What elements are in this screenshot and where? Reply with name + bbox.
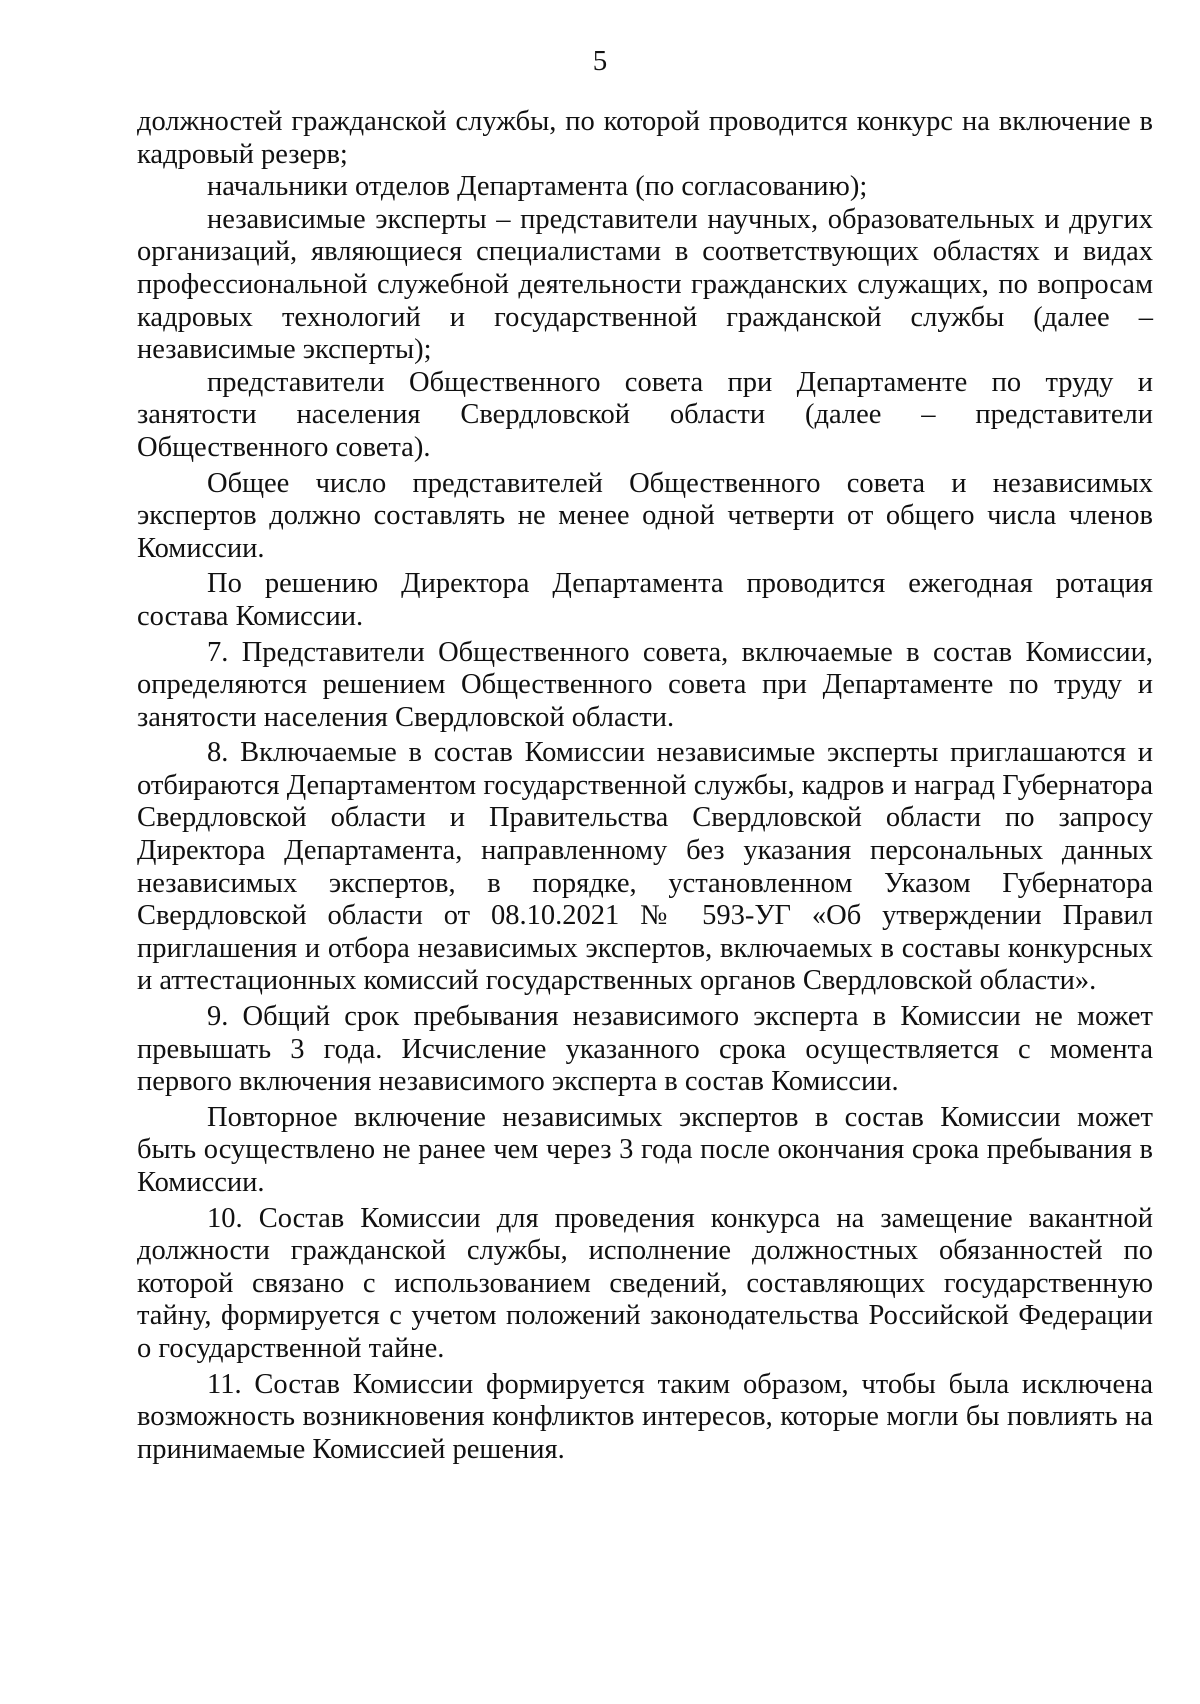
paragraph-item-9: 9. Общий срок пребывания независимого эксперта в Комиссии не может превышать 3 года. Исчисление указанного срока осуществляется с момента первого включения независимого эксперта в состав Комиссии. xyxy=(137,1001,1153,1098)
paragraph-public-council-representatives: представители Общественного совета при Департаменте по труду и занятости населения Свердловской области (далее – представители Общественного совета). xyxy=(137,366,1153,463)
paragraph-repeat-inclusion: Повторное включение независимых экспертов в состав Комиссии может быть осуществлено не ранее чем через 3 года после окончания срока пребывания в Комиссии. xyxy=(137,1101,1153,1198)
paragraph-continuation: должностей гражданской службы, по которой проводится конкурс на включение в кадровый резерв; xyxy=(137,106,1153,170)
document-body xyxy=(137,106,1153,1466)
paragraph-rotation: По решению Директора Департамента проводится ежегодная ротация состава Комиссии. xyxy=(137,568,1153,632)
paragraph-item-11: 11. Состав Комиссии формируется таким образом, чтобы была исключена возможность возникновения конфликтов интересов, которые могли бы повлиять на принимаемые Комиссией решения. xyxy=(137,1368,1153,1465)
paragraph-total-number: Общее число представителей Общественного совета и независимых экспертов должно составлять не менее одной четверти от общего числа членов Комиссии. xyxy=(137,467,1153,564)
paragraph-item-7: 7. Представители Общественного совета, включаемые в состав Комиссии, определяются решением Общественного совета при Департаменте по труду и занятости населения Свердловской области. xyxy=(137,636,1153,733)
paragraph-item-8: 8. Включаемые в состав Комиссии независимые эксперты приглашаются и отбираются Департаментом государственной службы, кадров и наград Губернатора Свердловской области и Правительства Свердловской области по запросу Директора Департамента, направленному без указания персональных данных независимых экспертов, в порядке, установленном Указом Губернатора Свердловской области от 08.10.2021 № 593-УГ «Об утверждении Правил приглашения и отбора независимых экспертов, включаемых в составы конкурсных и аттестационных комиссий государственных органов Свердловской области». xyxy=(137,737,1153,997)
paragraph-independent-experts: независимые эксперты – представители научных, образовательных и других организаций, являющиеся специалистами в соответствующих областях и видах профессиональной служебной деятельности гражданских служащих, по вопросам кадровых технологий и государственной гражданской службы (далее – независимые эксперты); xyxy=(137,203,1153,366)
page-number: 5 xyxy=(592,45,608,77)
paragraph-department-heads: начальники отделов Департамента (по согласованию); xyxy=(207,171,868,203)
paragraph-item-10: 10. Состав Комиссии для проведения конкурса на замещение вакантной должности гражданской службы, исполнение должностных обязанностей по которой связано с использованием сведений, составляющих государственную тайну, формируется с учетом положений законодательства Российской Федерации о государственной тайне. xyxy=(137,1202,1153,1364)
